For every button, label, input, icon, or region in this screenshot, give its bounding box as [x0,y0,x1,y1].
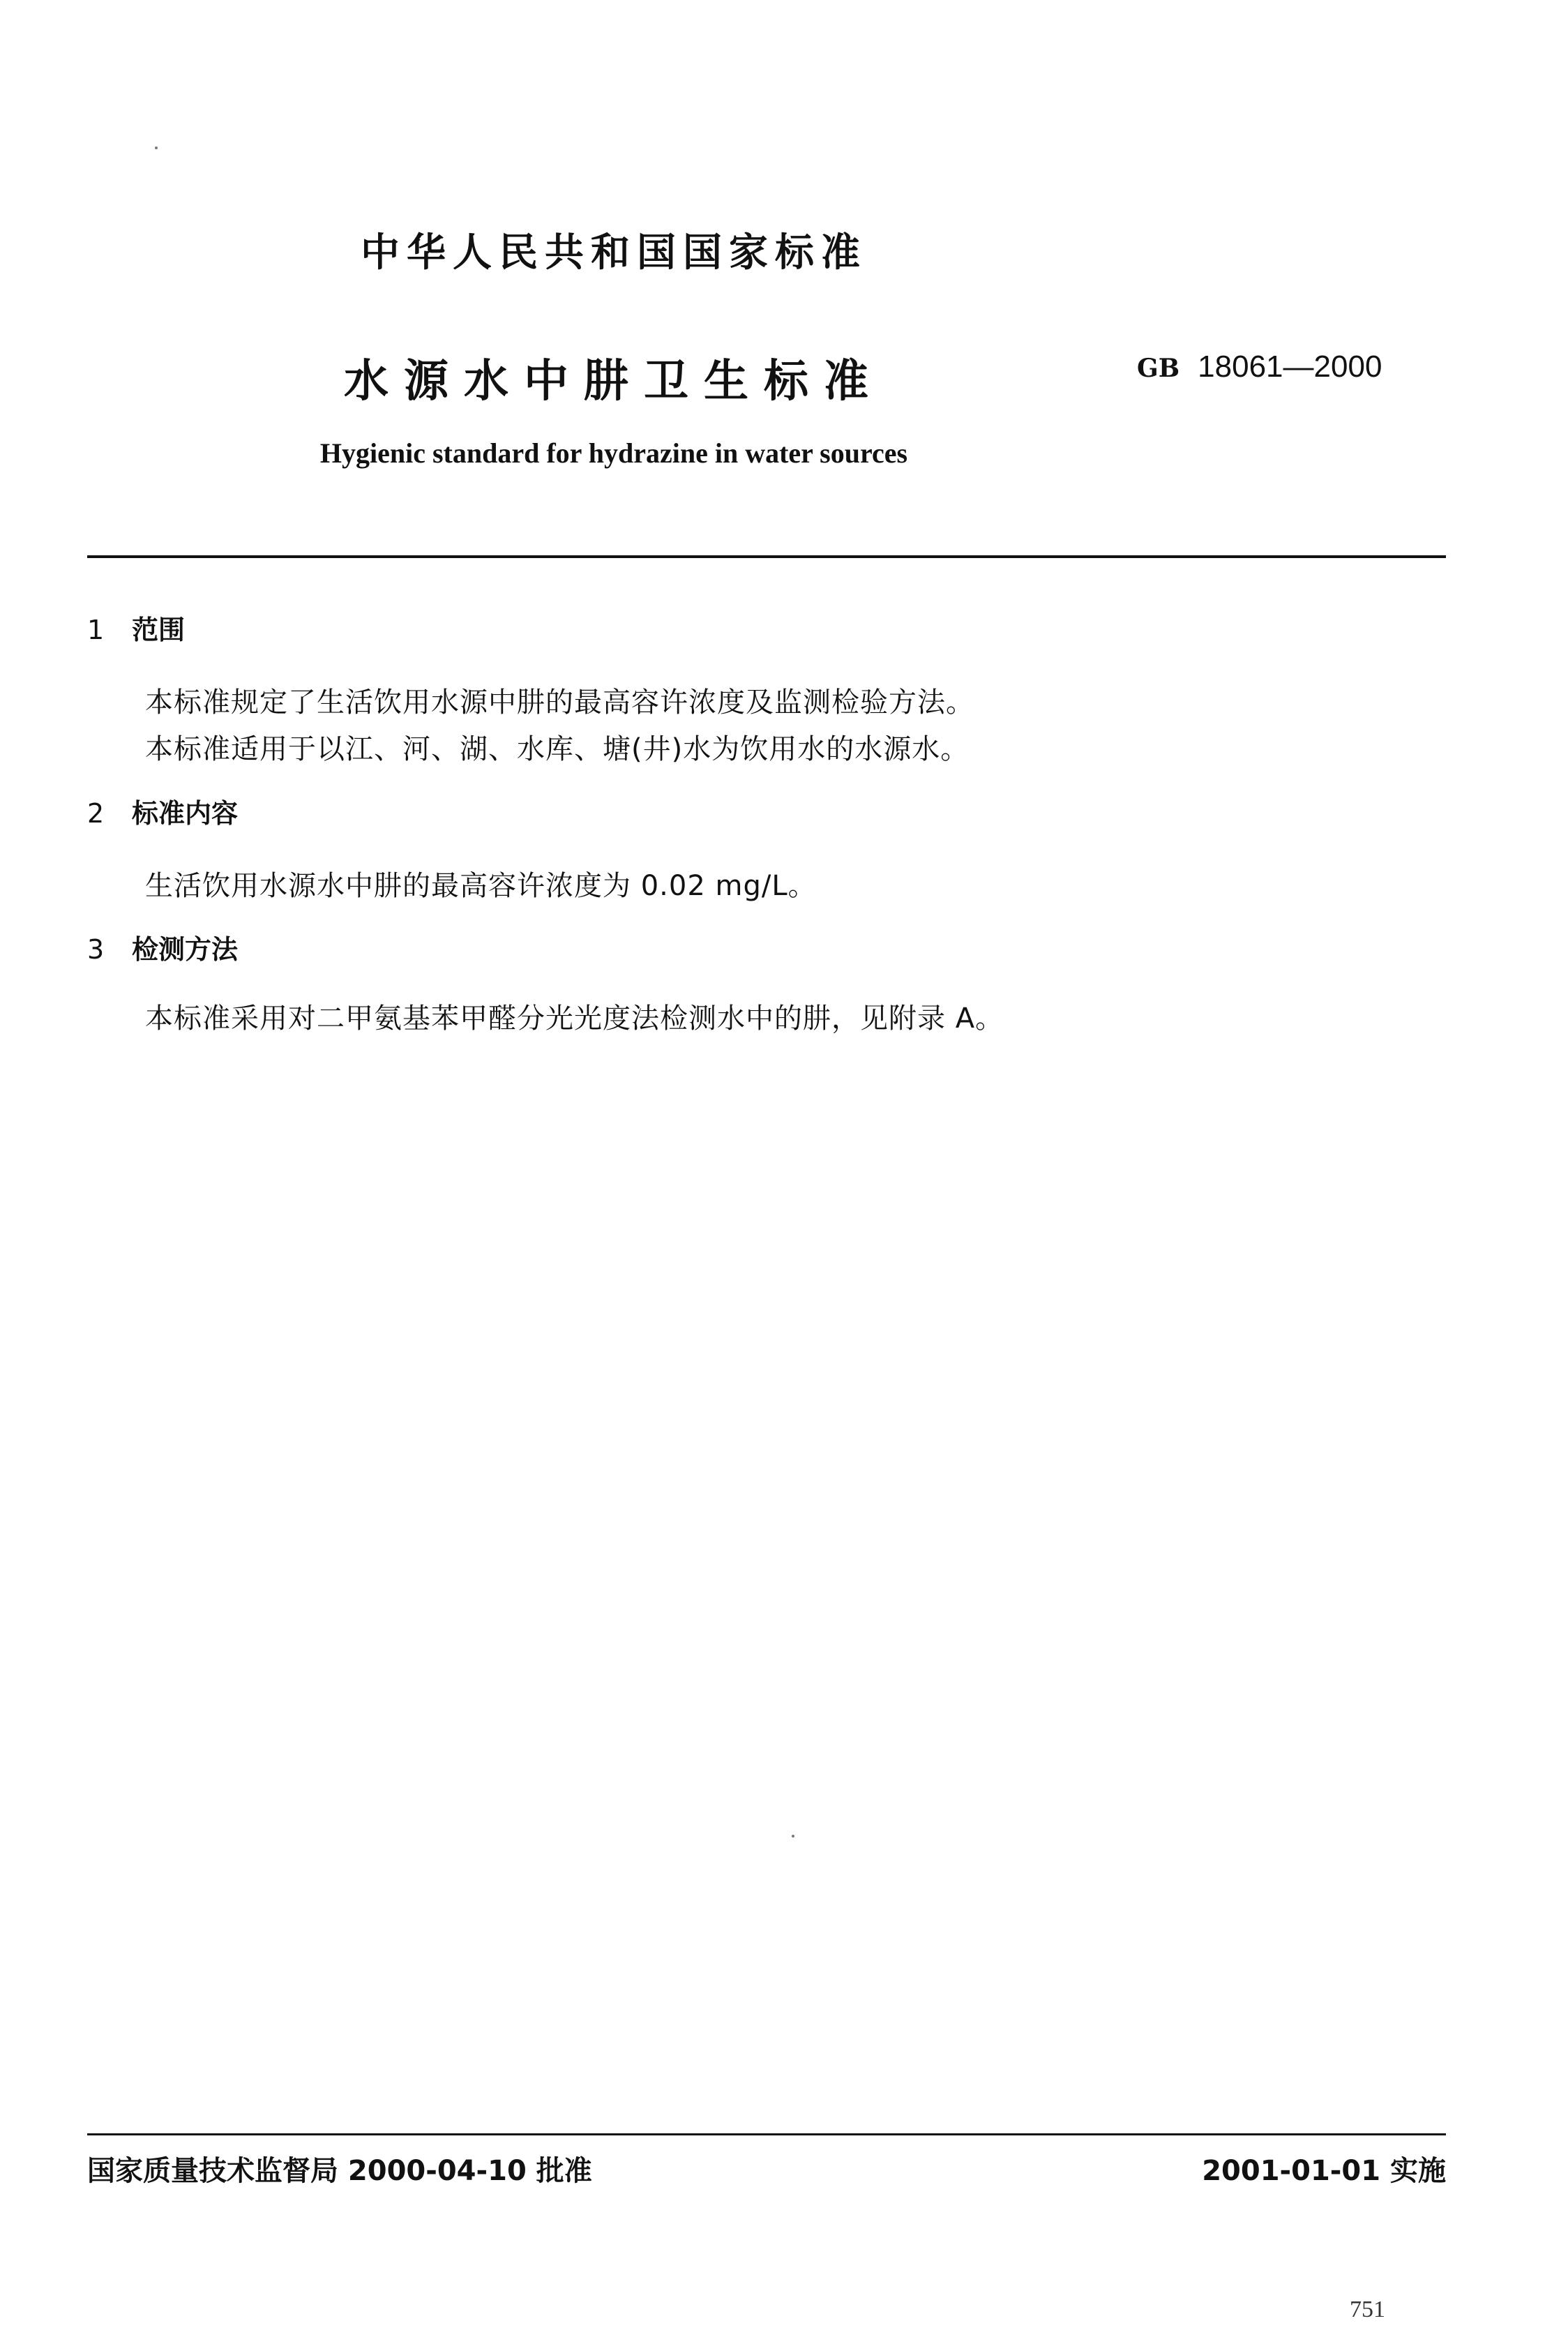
standard-code-number: 18061—2000 [1198,350,1382,384]
scan-speck [792,1835,794,1838]
scan-speck [155,146,158,149]
paragraph: 本标准适用于以江、河、湖、水库、塘(井)水为饮用水的水源水。 [145,733,970,765]
section-number: 2 [87,798,105,829]
header-divider [87,555,1446,558]
approval-note: 国家质量技术监督局 2000-04-10 批准 [87,2155,592,2187]
page-number: 751 [1350,2297,1385,2322]
paragraph: 本标准采用对二甲氨基苯甲醛分光光度法检测水中的肼，见附录 A。 [145,1002,1004,1035]
footer-divider [87,2133,1446,2135]
section-heading [87,792,238,830]
paragraph: 生活饮用水源水中肼的最高容许浓度为 0.02 mg/L。 [145,870,817,902]
section-title: 标准内容 [132,798,239,829]
standard-code [1137,349,1382,384]
section-heading [87,928,238,966]
standard-code-prefix: GB [1137,354,1180,383]
english-title: Hygienic standard for hydrazine in water sources [319,437,908,469]
section-title: 检测方法 [132,934,239,965]
section-number: 1 [87,615,105,645]
section-number: 3 [87,934,105,965]
section-heading [87,608,185,647]
document-title: 水源水中肼卫生标准 [344,356,884,407]
effective-date: 2001-01-01 实施 [1202,2155,1446,2187]
section-title: 范围 [132,615,186,645]
national-standard-header: 中华人民共和国国家标准 [361,230,867,276]
paragraph: 本标准规定了生活饮用水源中肼的最高容许浓度及监测检验方法。 [145,686,974,719]
